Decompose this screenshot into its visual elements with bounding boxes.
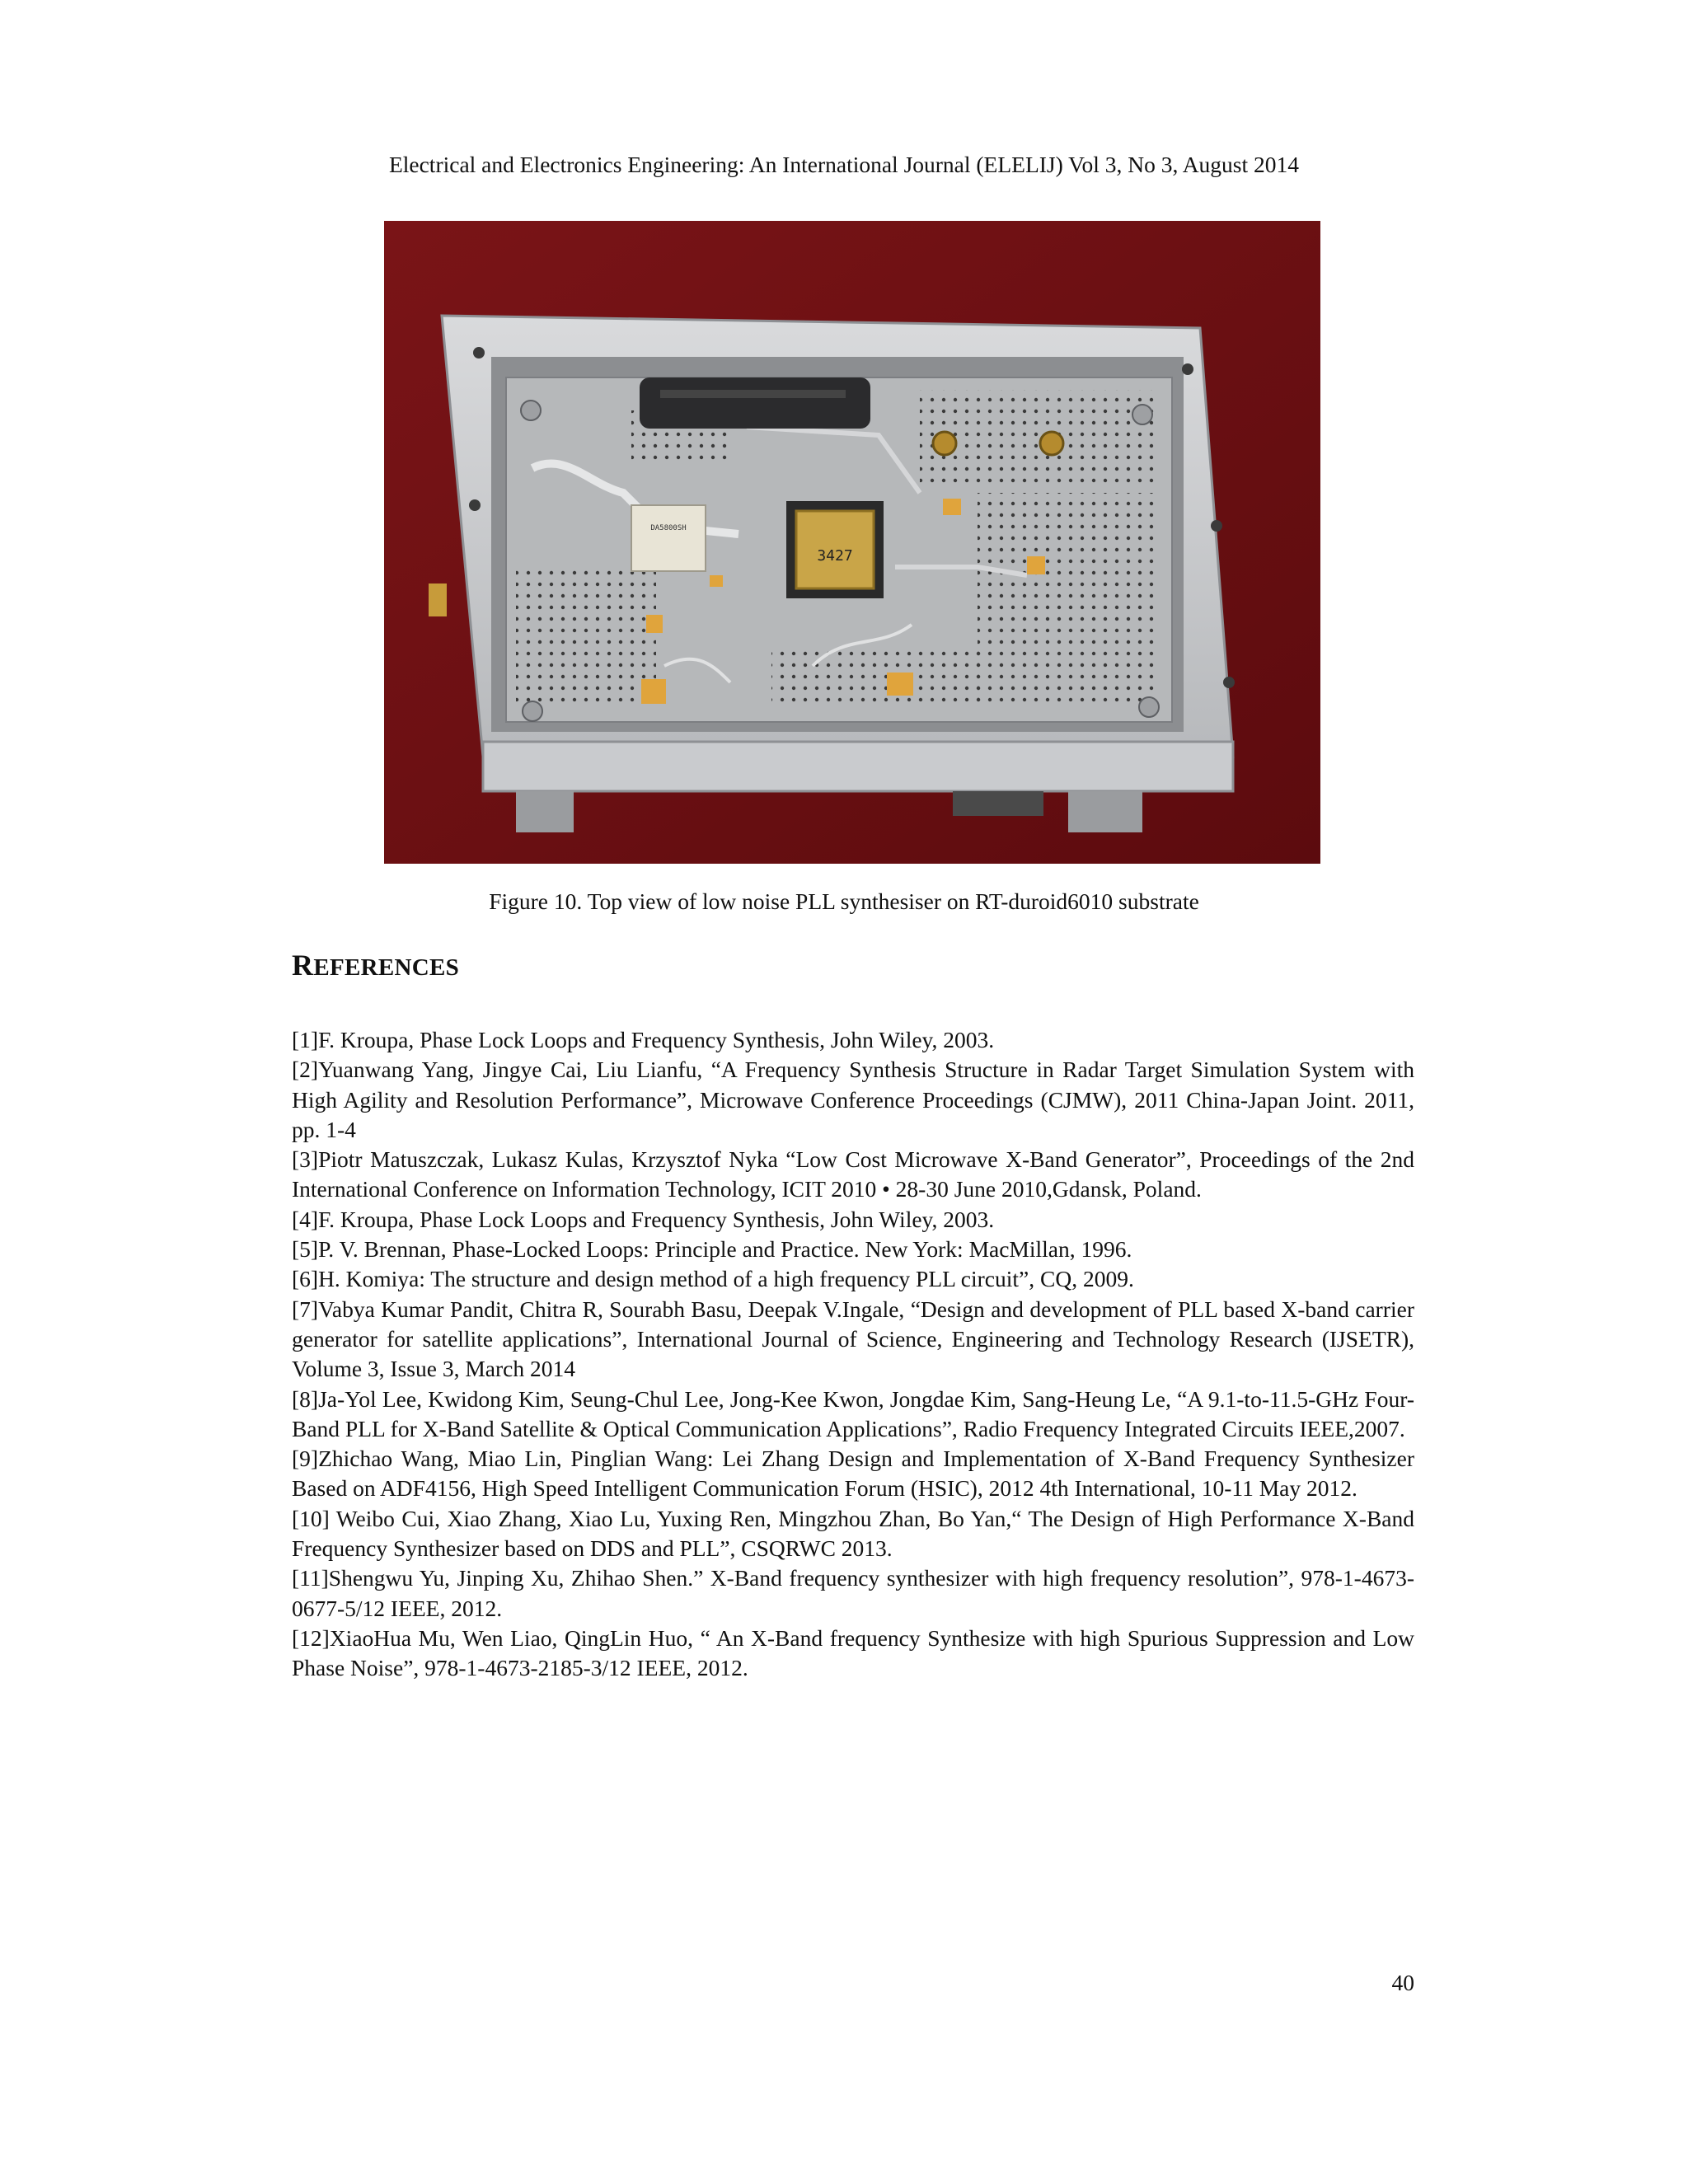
reference-item: [3]Piotr Matuszczak, Lukasz Kulas, Krzysztof Nyka “Low Cost Microwave X-Band Generator”, Proceedings of the 2nd International Conference on Information Technology, ICIT 2010 • 28-30 June 2010,Gdansk, Poland. xyxy=(292,1146,1414,1202)
reference-item: [9]Zhichao Wang, Miao Lin, Pinglian Wang: Lei Zhang Design and Implementation of X-Band Frequency Synthesizer Based on ADF4156, High Speed Intelligent Communication Forum (HSIC), 2012 4th International, 10-11 May 2012. xyxy=(292,1446,1414,1502)
page-number: 40 xyxy=(1391,1970,1414,1995)
figure-caption: Figure 10. Top view of low noise PLL synthesiser on RT-duroid6010 substrate xyxy=(489,888,1199,914)
reference-item: [6]H. Komiya: The structure and design method of a high frequency PLL circuit”, CQ, 2009. xyxy=(292,1266,1134,1292)
figure-photo xyxy=(384,221,1320,864)
reference-item: [1]F. Kroupa, Phase Lock Loops and Frequency Synthesis, John Wiley, 2003. xyxy=(292,1027,995,1052)
reference-item: [2]Yuanwang Yang, Jingye Cai, Liu Lianfu, “A Frequency Synthesis Structure in Radar Target Simulation System with High Agility and Resolution Performance”, Microwave Conference Proceedings (CJMW), 2011 China-Japan Joint. 2011, pp. 1-4 xyxy=(292,1057,1414,1142)
heading-initial: R xyxy=(292,949,314,982)
reference-item: [11]Shengwu Yu, Jinping Xu, Zhihao Shen.” X-Band frequency synthesizer with high frequency resolution”, 978-1-4673-0677-5/12 IEEE, 2012. xyxy=(292,1565,1414,1621)
heading-rest: EFERENCES xyxy=(313,954,460,981)
reference-item: [4]F. Kroupa, Phase Lock Loops and Frequency Synthesis, John Wiley, 2003. xyxy=(292,1206,995,1232)
references-heading xyxy=(292,948,459,982)
component-marking: DA5800SH xyxy=(650,524,687,532)
reference-item: [5]P. V. Brennan, Phase-Locked Loops: Principle and Practice. New York: MacMillan, 1996. xyxy=(292,1236,1132,1263)
reference-item: [8]Ja-Yol Lee, Kwidong Kim, Seung-Chul Lee, Jong-Kee Kwon, Jongdae Kim, Sang-Heung Le, “A 9.1-to-11.5-GHz Four-Band PLL for X-Band Satellite & Optical Communication Applications”, Radio Frequency Integrated Circuits IEEE,2007. xyxy=(292,1385,1414,1441)
reference-list xyxy=(292,1025,1414,1684)
chip-marking: 3427 xyxy=(817,547,853,565)
running-header: Electrical and Electronics Engineering: An International Journal (ELELIJ) Vol 3, No 3, August 2014 xyxy=(388,152,1300,177)
reference-item: [7]Vabya Kumar Pandit, Chitra R, Sourabh Basu, Deepak V.Ingale, “Design and development of PLL based X-band carrier generator for satellite applications”, International Journal of Science, Engineering and Technology Research (IJSETR), Volume 3, Issue 3, March 2014 xyxy=(292,1296,1414,1382)
reference-item: [12]XiaoHua Mu, Wen Liao, QingLin Huo, “ An X-Band frequency Synthesize with high Spurious Suppression and Low Phase Noise”, 978-1-4673-2185-3/12 IEEE, 2012. xyxy=(292,1624,1414,1681)
reference-item: [10] Weibo Cui, Xiao Zhang, Xiao Lu, Yuxing Ren, Mingzhou Zhan, Bo Yan,“ The Design of High Performance X-Band Frequency Synthesizer based on DDS and PLL”, CSQRWC 2013. xyxy=(292,1505,1414,1562)
pll-module-photo xyxy=(384,221,1320,864)
